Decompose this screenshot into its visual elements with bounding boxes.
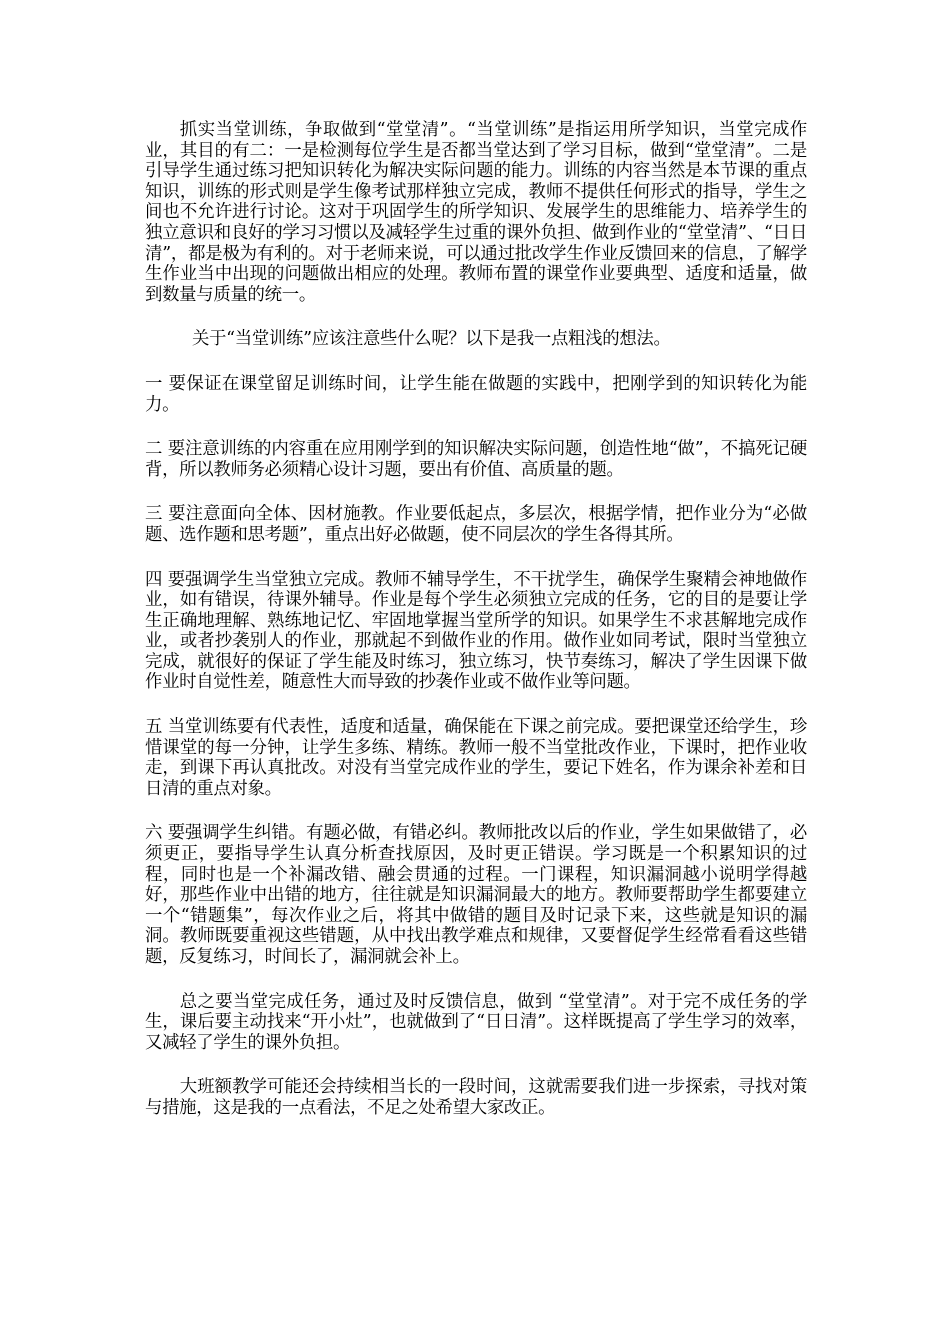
paragraph-point-4: 四 要强调学生当堂独立完成。教师不辅导学生，不干扰学生，确保学生聚精会神地做作业，如有错误，待课外辅导。作业是每个学生必须独立完成的任务，它的目的是要让学生正确地理解、熟练地记忆、牢固地掌握当堂所学的知识。如果学生不求甚解地完成作业，或者抄袭别人的作业，那就起不到做作业的作用。做作业如同考试，限时当堂独立完成，就很好的保证了学生能及时练习，独立练习，快节奏练习，解决了学生因课下做作业时自觉性差，随意性大而导致的抄袭作业或不做作业等问题。 xyxy=(145,569,807,693)
paragraph-point-3: 三 要注意面向全体、因材施教。作业要低起点，多层次，根据学情，把作业分为“必做题、选作题和思考题”，重点出好必做题，使不同层次的学生各得其所。 xyxy=(145,504,807,545)
paragraph-question: 关于“当堂训练”应该注意些什么呢？以下是我一点粗浅的想法。 xyxy=(191,329,671,350)
paragraph-conclusion: 大班额教学可能还会持续相当长的一段时间，这就需要我们进一步探索，寻找对策与措施，这是我的一点看法，不足之处希望大家改正。 xyxy=(145,1077,807,1118)
paragraph-summary: 总之要当堂完成任务，通过及时反馈信息，做到 “堂堂清”。对于完不成任务的学生，课后要主动找来“开小灶”，也就做到了“日日清”。这样既提高了学生学习的效率，又减轻了学生的课外负担。 xyxy=(145,991,807,1053)
paragraph-point-5: 五 当堂训练要有代表性，适度和适量，确保能在下课之前完成。要把课堂还给学生，珍惜课堂的每一分钟，让学生多练、精练。教师一般不当堂批改作业，下课时，把作业收走，到课下再认真批改。对没有当堂完成作业的学生，要记下姓名，作为课余补差和日日清的重点对象。 xyxy=(145,717,807,799)
paragraph-point-6: 六 要强调学生纠错。有题必做，有错必纠。教师批改以后的作业，学生如果做错了，必须更正，要指导学生认真分析查找原因，及时更正错误。学习既是一个积累知识的过程，同时也是一个补漏改错、融会贯通的过程。一门课程，知识漏洞越小说明学得越好，那些作业中出错的地方，往往就是知识漏洞最大的地方。教师要帮助学生都要建立一个“错题集”，每次作业之后，将其中做错的题目及时记录下来，这些就是知识的漏洞。教师既要重视这些错题，从中找出教学难点和规律，又要督促学生经常看看这些错题，反复练习，时间长了，漏洞就会补上。 xyxy=(145,823,807,967)
paragraph-point-1: 一 要保证在课堂留足训练时间，让学生能在做题的实践中，把刚学到的知识转化为能力。 xyxy=(145,373,807,415)
paragraph-intro: 抓实当堂训练，争取做到“堂堂清”。“当堂训练”是指运用所学知识，当堂完成作业，其目的有二：一是检测每位学生是否都当堂达到了学习目标，做到“堂堂清”。二是引导学生通过练习把知识转化为解决实际问题的能力。训练的内容当然是本节课的重点知识，训练的形式则是学生像考试那样独立完成，教师不提供任何形式的指导，学生之间也不允许进行讨论。这对于巩固学生的所学知识、发展学生的思维能力、培养学生的独立意识和良好的学习习惯以及减轻学生过重的课外负担、做到作业的“堂堂清”、“日日清”，都是极为有利的。对于老师来说，可以通过批改学生作业反馈回来的信息，了解学生作业当中出现的问题做出相应的处理。教师布置的课堂作业要典型、适度和适量，做到数量与质量的统一。 xyxy=(145,120,807,305)
paragraph-point-2: 二 要注意训练的内容重在应用刚学到的知识解决实际问题，创造性地“做”，不搞死记硬背，所以教师务必须精心设计习题，要出有价值、高质量的题。 xyxy=(145,439,807,480)
document-page xyxy=(145,120,807,1119)
